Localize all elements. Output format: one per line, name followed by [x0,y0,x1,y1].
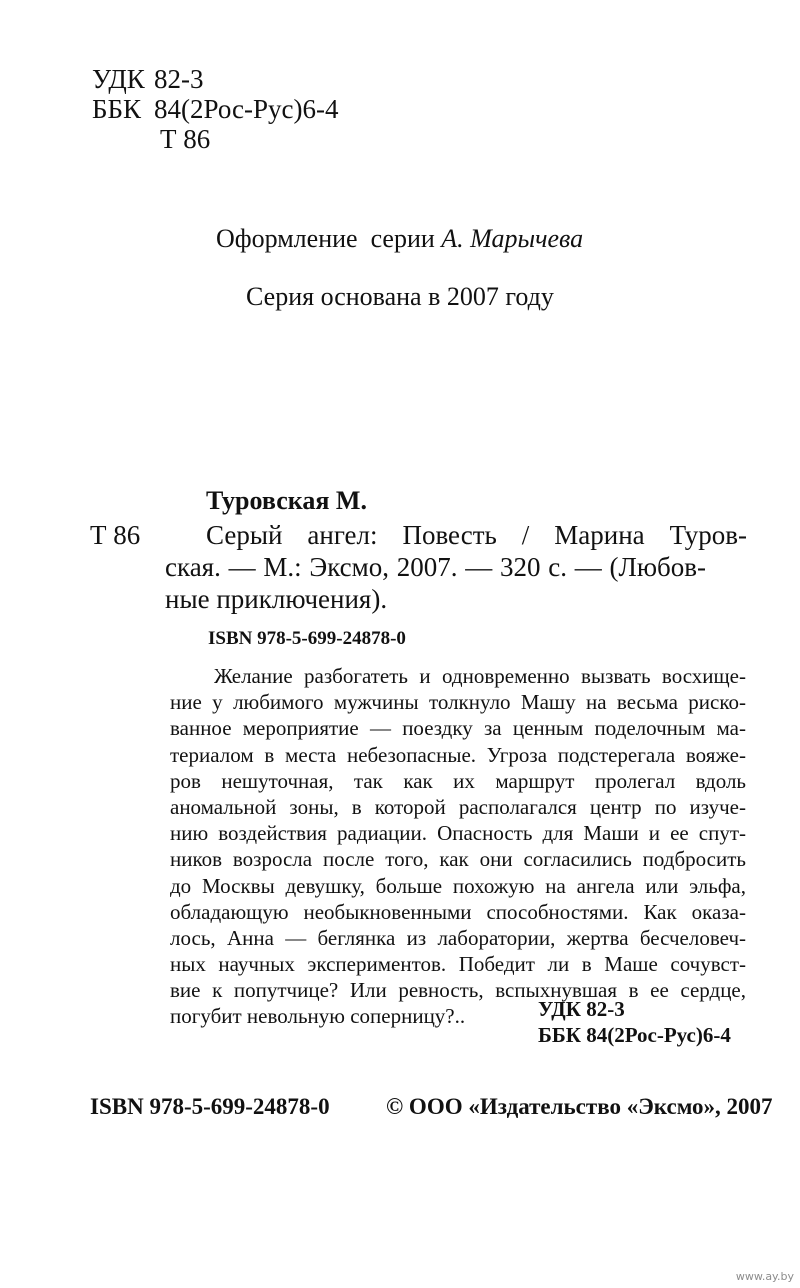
annotation-line: ников возросла после того, как они согласились подбросить [170,847,746,872]
bib-line-1: Серый ангел: Повесть / Марина Туров- [206,520,747,550]
annotation-line: аномальной зоны, в которой располагался центр по изуче- [170,794,746,819]
bottom-classification [538,996,731,1048]
annotation-line: Желание разбогатеть и одновременно вызвать восхище- [214,664,746,688]
annotation-line: обладающую необыкновенными способностями. Как оказа- [170,899,746,924]
author-code-line [92,124,338,154]
udk-line [92,64,338,94]
annotation-line: ров нешуточная, так как их маршрут пролегал вдоль [170,768,746,793]
bib-code: Т 86 [90,520,141,550]
annotation [170,663,746,1030]
annotation-line: ных научных экспериментов. Победит ли в Маше сочувст- [170,952,746,977]
bottom-udk: УДК 82-3 [538,997,625,1021]
udk-label: УДК [92,64,145,94]
annotation-line: нию воздействия радиации. Опасность для Маши и ее спут- [170,821,746,846]
bbk-value: 84(2Рос-Рус)6-4 [154,94,339,124]
udk-value: 82-3 [154,64,204,94]
annotation-line: ние у любимого мужчины толкнуло Машу на весьма риско- [170,690,746,715]
footer-isbn: ISBN 978-5-699-24878-0 [90,1094,330,1119]
bib-line-3: ные приключения). [165,584,388,614]
bottom-bbk: ББК 84(2Рос-Рус)6-4 [538,1023,731,1047]
annotation-line: вие к попутчице? Или ревность, вспыхнувшая в ее сердце, [170,978,746,1003]
series-founded: Серия основана в 2007 году [246,282,554,311]
annotation-line: погубит невольную соперницу?.. [170,1004,466,1029]
series-design-credit [216,224,583,254]
watermark: www.ay.by [735,1270,794,1283]
annotation-line: до Москвы девушку, больше похожую на ангела или эльфа, [170,873,746,898]
annotation-line: ванное мероприятие — поездку за ценным поделочным ма- [170,716,746,741]
bib-line-2: ская. — М.: Эксмо, 2007. — 320 с. — (Любов- [165,552,706,582]
footer-copyright: © ООО «Издательство «Эксмо», 2007 [386,1094,773,1119]
bbk-label: ББК [92,94,142,124]
bbk-line [92,94,338,124]
classification-block [92,64,338,154]
annotation-line: лось, Анна — беглянка из лаборатории, жертва бесчеловеч- [170,925,746,950]
author-code: Т 86 [160,124,211,154]
bib-isbn: ISBN 978-5-699-24878-0 [208,628,406,649]
bib-author: Туровская М. [206,486,367,515]
design-prefix: Оформление серии [216,224,442,253]
annotation-line: териалом в места небезопасные. Угроза подстерегала вояже- [170,742,746,767]
designer-name: А. Марычева [441,224,584,253]
